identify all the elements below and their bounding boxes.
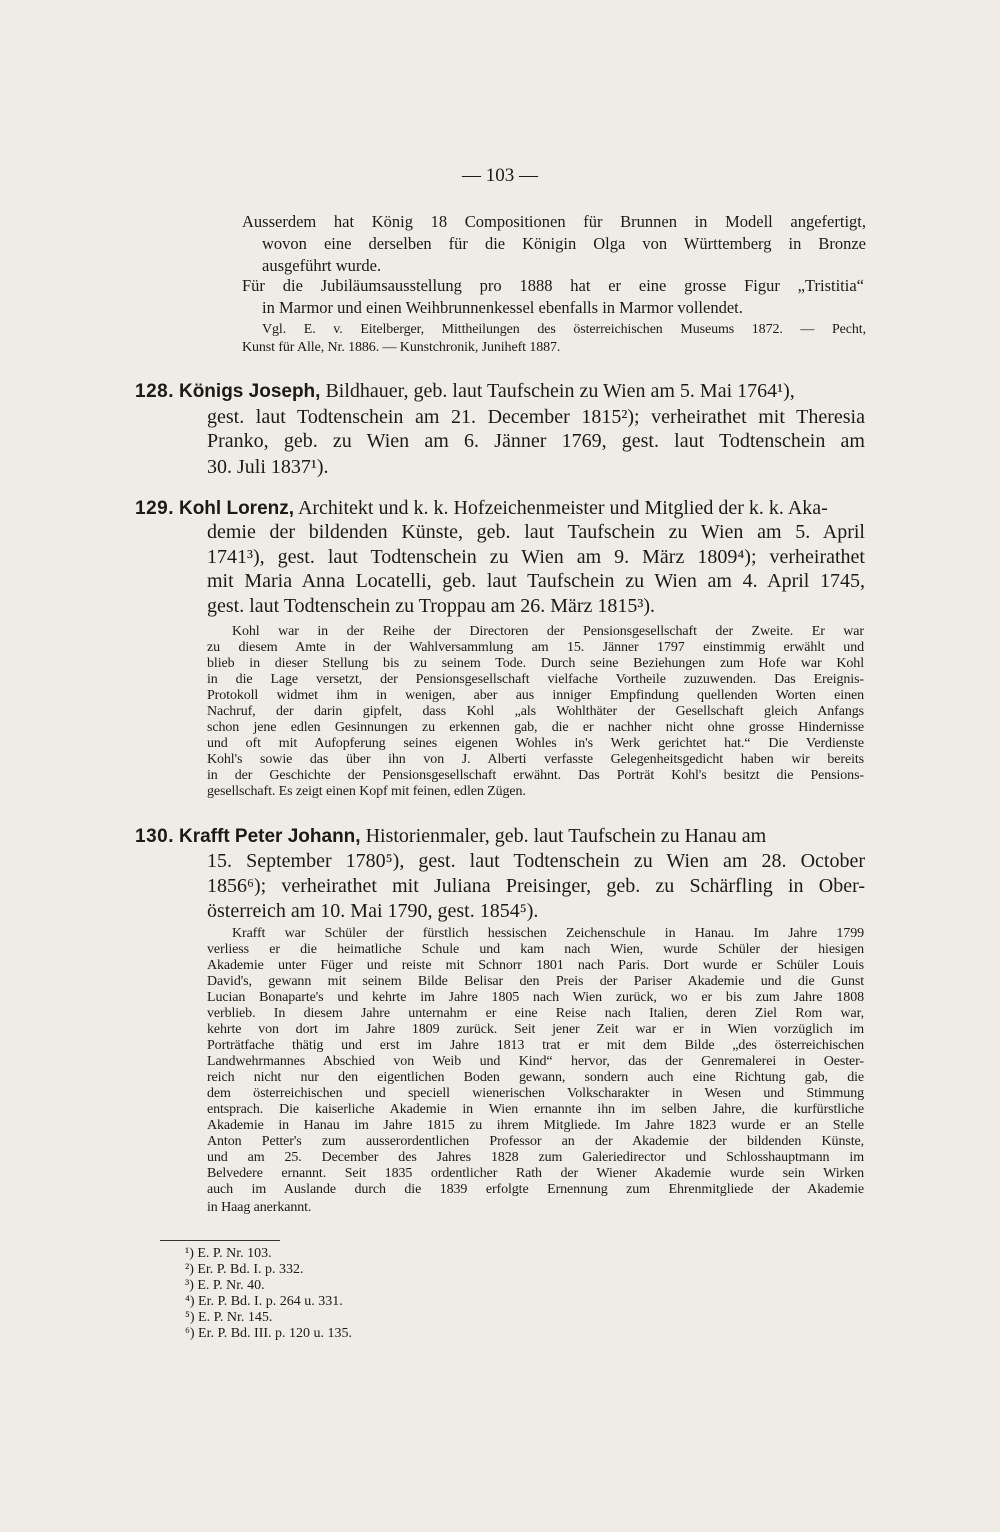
- note-line: Anton Petter's zum ausserordentlichen Professor an der Akademie der bildenden Künste,: [207, 1134, 864, 1149]
- entry-heading: [135, 497, 828, 520]
- footnote: [185, 1278, 265, 1294]
- entry-line: demie der bildenden Künste, geb. laut Taufschein zu Wien am 5. April: [207, 521, 865, 543]
- note-line: auch im Auslande durch die 1839 erfolgte Ernennung zum Ehrenmitgliede der Akademie: [207, 1182, 864, 1197]
- note-line: Kohl's sowie das über ihn von J. Alberti verfasste Gelegenheitsgedicht haben wir bereits: [207, 752, 864, 767]
- entry-name: Kohl Lorenz,: [178, 498, 295, 519]
- footnote-mark: ¹): [185, 1246, 194, 1261]
- note-line: Lucian Bonaparte's und kehrte im Jahre 1805 nach Wien zurück, wo er bis zum Jahre 1808: [207, 990, 864, 1005]
- note-line: in der Geschichte der Pensionsgesellschaft erwähnt. Das Porträt Kohl's besitzt die Pensions-: [207, 768, 864, 783]
- footnote-divider: [160, 1240, 280, 1241]
- note-line: David's, gewann mit seinem Bilde Belisar den Preis der Pariser Akademie und die Gunst: [207, 974, 864, 989]
- entry-heading: [135, 380, 795, 403]
- footnote: [185, 1246, 272, 1262]
- footnote: [185, 1262, 304, 1278]
- footnote: [185, 1294, 343, 1310]
- entry-number: 129.: [135, 498, 174, 519]
- footnote-text: E. P. Nr. 103.: [197, 1246, 272, 1261]
- note-line: Belvedere ernannt. Seit 1835 ordentlicher Rath der Wiener Akademie wurde sein Wirken: [207, 1166, 864, 1181]
- entry-number: 130.: [135, 826, 174, 847]
- intro-reference: Vgl. E. v. Eitelberger, Mittheilungen des österreichischen Museums 1872. — Pecht,: [262, 322, 866, 337]
- footnote: [185, 1310, 272, 1326]
- footnote-mark: ²): [185, 1262, 194, 1277]
- note-line: in Haag anerkannt.: [207, 1200, 312, 1215]
- note-line: schon jene edlen Gesinnungen zu erkennen gab, die er nachher nicht ohne grosse Hindernisse: [207, 720, 864, 735]
- entry-name: Krafft Peter Johann,: [178, 826, 361, 847]
- entry-first-line: Bildhauer, geb. laut Taufschein zu Wien am 5. Mai 1764¹),: [320, 380, 795, 402]
- footnote-mark: ⁶): [185, 1326, 195, 1341]
- entry-first-line: Architekt und k. k. Hofzeichenmeister und Mitglied der k. k. Aka-: [294, 497, 828, 519]
- page-number: — 103 —: [462, 165, 538, 186]
- note-line: dem österreichischen und speciell wienerischen Volkscharakter in Wesen und Stimmung: [207, 1086, 864, 1101]
- note-line: kehrte von dort im Jahre 1809 zurück. Seit jener Zeit war er in Wien vorzüglich im: [207, 1022, 864, 1037]
- entry-line: gest. laut Todtenschein am 21. December 1815²); verheirathet mit Theresia: [207, 406, 865, 428]
- footnote-text: Er. P. Bd. I. p. 264 u. 331.: [198, 1294, 343, 1309]
- footnote-text: E. P. Nr. 145.: [198, 1310, 273, 1325]
- note-line: Kohl war in der Reihe der Directoren der Pensionsgesellschaft der Zweite. Er war: [232, 624, 864, 639]
- note-line: verblieb. In diesem Jahre unternahm er eine Reise nach Italien, deren Ziel Rom war,: [207, 1006, 864, 1021]
- intro-line: ausgeführt wurde.: [262, 256, 382, 275]
- note-line: blieb in dieser Stellung bis zu seinem Tode. Durch seine Beziehungen zum Hofe war Kohl: [207, 656, 864, 671]
- entry-line: mit Maria Anna Locatelli, geb. laut Taufschein zu Wien am 4. April 1745,: [207, 570, 865, 592]
- note-line: Krafft war Schüler der fürstlich hessischen Zeichenschule in Hanau. Im Jahre 1799: [232, 926, 864, 941]
- note-line: und am 25. December des Jahres 1828 zum Galeriedirector und Schlosshauptmann im: [207, 1150, 864, 1165]
- intro-line: wovon eine derselben für die Königin Olga von Württemberg in Bronze: [262, 234, 866, 253]
- footnote: [185, 1326, 352, 1342]
- entry-line: gest. laut Todtenschein zu Troppau am 26. März 1815³).: [207, 595, 656, 617]
- footnote-mark: ³): [185, 1278, 194, 1293]
- entry-number: 128.: [135, 381, 174, 402]
- entry-name: Königs Joseph,: [178, 381, 321, 402]
- note-line: Porträtfache thätig und erst im Jahre 1813 trat er mit dem Bilde „des österreichischen: [207, 1038, 864, 1053]
- intro-line: Ausserdem hat König 18 Compositionen für Brunnen in Modell angefertigt,: [242, 212, 866, 231]
- entry-line: 1856⁶); verheirathet mit Juliana Preisinger, geb. zu Schärfling in Ober-: [207, 875, 865, 897]
- footnote-text: Er. P. Bd. III. p. 120 u. 135.: [198, 1326, 353, 1341]
- entry-line: Pranko, geb. zu Wien am 6. Jänner 1769, gest. laut Todtenschein am: [207, 430, 865, 452]
- entry-line: 1741³), gest. laut Todtenschein zu Wien am 9. März 1809⁴); verheirathet: [207, 546, 865, 568]
- note-line: gesellschaft. Es zeigt einen Kopf mit feinen, edlen Zügen.: [207, 784, 526, 799]
- note-line: verliess er die heimatliche Schule und kam nach Wien, wurde Schüler der hiesigen: [207, 942, 864, 957]
- entry-line: 15. September 1780⁵), gest. laut Todtenschein zu Wien am 28. October: [207, 850, 865, 872]
- note-line: zu diesem Amte in der Wahlversammlung am 15. Jänner 1797 einstimmig erwählt und: [207, 640, 864, 655]
- intro-line: in Marmor und einen Weihbrunnenkessel ebenfalls in Marmor vollendet.: [262, 298, 743, 317]
- note-line: und oft mit Aufopferung seines eigenen Wohles in's Werk gerichtet hat.“ Die Verdienste: [207, 736, 864, 751]
- entry-first-line: Historienmaler, geb. laut Taufschein zu Hanau am: [360, 825, 767, 847]
- note-line: Akademie unter Füger und reiste mit Schnorr 1801 nach Paris. Dort wurde er Schüler Louis: [207, 958, 864, 973]
- note-line: Protokoll widmet ihm in wenigen, aber aus inniger Empfindung quellenden Worten einen: [207, 688, 864, 703]
- note-line: in die Lage versetzt, der Pensionsgesellschaft vielfache Vortheile zuzuwenden. Das Ereignis-: [207, 672, 864, 687]
- entry-line: 30. Juli 1837¹).: [207, 456, 329, 478]
- note-line: entsprach. Die kaiserliche Akademie in Wien ernannte ihn im selben Jahre, die kurfürstliche: [207, 1102, 864, 1117]
- footnote-text: E. P. Nr. 40.: [197, 1278, 265, 1293]
- note-line: Landwehrmannes Abschied von Weib und Kind“ hervor, das der Genremalerei in Oester-: [207, 1054, 864, 1069]
- entry-heading: [135, 825, 766, 848]
- footnote-mark: ⁴): [185, 1294, 195, 1309]
- intro-reference: Kunst für Alle, Nr. 1886. — Kunstchronik, Juniheft 1887.: [242, 340, 561, 355]
- footnote-text: Er. P. Bd. I. p. 332.: [197, 1262, 304, 1277]
- note-line: Akademie in Hanau im Jahre 1815 zu ihrem Mitgliede. Im Jahre 1823 wurde er an Stelle: [207, 1118, 864, 1133]
- note-line: reich nicht nur den eigentlichen Boden gewann, sondern auch eine Richtung gab, die: [207, 1070, 864, 1085]
- footnote-mark: ⁵): [185, 1310, 195, 1325]
- entry-line: österreich am 10. Mai 1790, gest. 1854⁵).: [207, 900, 539, 922]
- intro-line: Für die Jubiläumsausstellung pro 1888 hat er eine grosse Figur „Tristitia“: [242, 276, 864, 295]
- note-line: Nachruf, der darin gipfelt, dass Kohl „als Wohlthäter der Gesellschaft gleich Anfangs: [207, 704, 864, 719]
